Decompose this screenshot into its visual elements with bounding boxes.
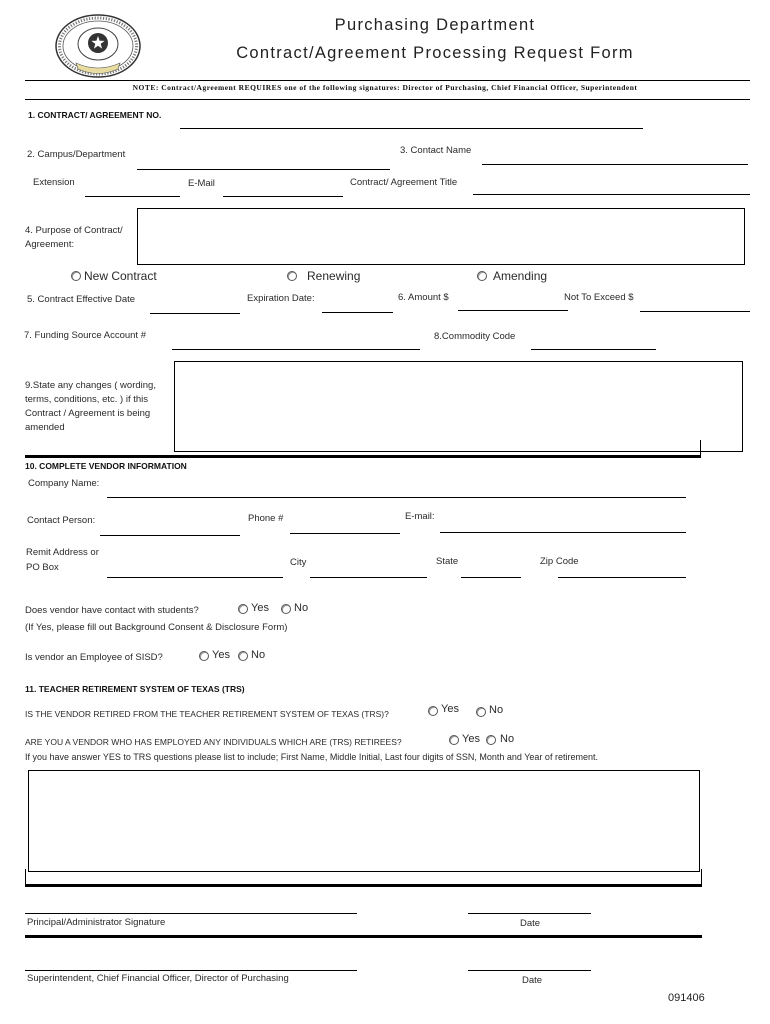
- vendor-email-field[interactable]: [440, 519, 686, 533]
- trs-employs-yes-label: Yes: [462, 733, 480, 745]
- principal-date-field[interactable]: [468, 900, 591, 914]
- purpose-label-line2: Agreement:: [25, 239, 75, 250]
- not-to-exceed-field[interactable]: [640, 298, 750, 312]
- sisd-employee-yes-radio[interactable]: [199, 651, 209, 661]
- student-contact-yes-radio[interactable]: [238, 604, 248, 614]
- superintendent-signature-label: Superintendent, Chief Financial Officer, Director of Purchasing: [27, 973, 289, 984]
- vendor-email-label: E-mail:: [405, 511, 435, 522]
- principal-signature-field[interactable]: [25, 900, 357, 914]
- contact-person-label: Contact Person:: [27, 515, 96, 526]
- page-title: Purchasing Department: [334, 16, 536, 34]
- trs-divider-tick-left: [25, 869, 26, 885]
- campus-department-field[interactable]: [137, 156, 390, 170]
- signature-requirement-note: NOTE: Contract/Agreement REQUIRES one of the following signatures: Director of Purchasing, Chief Financial Officer, Superintendent: [132, 83, 638, 92]
- renewing-radio[interactable]: [287, 271, 297, 281]
- form-code: 091406: [668, 992, 705, 1004]
- state-field[interactable]: [461, 564, 521, 578]
- student-contact-no-label: No: [294, 602, 309, 614]
- sisd-employee-yes-label: Yes: [212, 649, 230, 661]
- contract-number-field[interactable]: [180, 115, 643, 129]
- form-subtitle: Contract/Agreement Processing Request Form: [236, 44, 634, 62]
- email-field[interactable]: [223, 183, 343, 197]
- trs-retired-no-radio[interactable]: [476, 707, 486, 717]
- trs-retired-question: IS THE VENDOR RETIRED FROM THE TEACHER RETIREMENT SYSTEM OF TEXAS (TRS)?: [25, 709, 389, 719]
- agreement-title-field[interactable]: [473, 181, 750, 195]
- amount-field[interactable]: [458, 297, 568, 311]
- amount-label: 6. Amount $: [398, 292, 449, 303]
- section-divider-tick: [700, 440, 701, 456]
- trs-retirees-textarea[interactable]: [28, 770, 700, 872]
- phone-field[interactable]: [290, 520, 400, 534]
- trs-section-heading: 11. TEACHER RETIREMENT SYSTEM OF TEXAS (TRS): [25, 684, 245, 694]
- new-contract-label: New Contract: [84, 269, 157, 283]
- principal-date-label: Date: [520, 918, 541, 929]
- extension-label: Extension: [33, 177, 75, 188]
- section-divider-signatures: [25, 884, 702, 887]
- superintendent-date-label: Date: [522, 975, 543, 986]
- student-contact-no-radio[interactable]: [281, 604, 291, 614]
- student-contact-question: Does vendor have contact with students?: [25, 605, 199, 616]
- effective-date-label: 5. Contract Effective Date: [27, 294, 136, 305]
- commodity-code-label: 8.Commodity Code: [434, 331, 516, 342]
- district-seal-logo: [54, 13, 142, 79]
- agreement-title-label: Contract/ Agreement Title: [350, 177, 458, 188]
- contact-person-field[interactable]: [100, 522, 240, 536]
- email-label: E-Mail: [188, 178, 215, 189]
- changes-label-line2: terms, conditions, etc. ) if this: [25, 394, 149, 405]
- city-field[interactable]: [310, 564, 427, 578]
- sisd-employee-no-radio[interactable]: [238, 651, 248, 661]
- changes-label-line4: amended: [25, 422, 65, 433]
- trs-retired-yes-label: Yes: [441, 703, 459, 715]
- trs-employs-no-radio[interactable]: [486, 735, 496, 745]
- campus-department-label: 2. Campus/Department: [27, 149, 126, 160]
- trs-employs-no-label: No: [500, 733, 515, 745]
- sisd-employee-question: Is vendor an Employee of SISD?: [25, 652, 163, 663]
- contact-name-field[interactable]: [482, 151, 748, 165]
- amending-label: Amending: [493, 269, 548, 283]
- changes-label-line1: 9.State any changes ( wording,: [25, 380, 156, 391]
- phone-label: Phone #: [248, 513, 284, 524]
- signature-divider: [25, 935, 702, 938]
- funding-source-field[interactable]: [172, 336, 420, 350]
- trs-instructions: If you have answer YES to TRS questions please list to include; First Name, Middle Initial, Last four digits of SSN, Month and Year of retirement.: [25, 752, 598, 762]
- state-label: State: [436, 556, 459, 567]
- purpose-textarea[interactable]: [137, 208, 745, 265]
- remit-address-label-line1: Remit Address or: [26, 547, 99, 558]
- contact-name-label: 3. Contact Name: [400, 145, 472, 156]
- new-contract-radio[interactable]: [71, 271, 81, 281]
- header-rule-top: [25, 80, 750, 81]
- expiration-date-field[interactable]: [322, 299, 393, 313]
- superintendent-signature-field[interactable]: [25, 957, 357, 971]
- vendor-section-heading: 10. COMPLETE VENDOR INFORMATION: [25, 461, 187, 471]
- student-contact-yes-label: Yes: [251, 602, 269, 614]
- amending-radio[interactable]: [477, 271, 487, 281]
- trs-retired-no-label: No: [489, 704, 504, 716]
- not-to-exceed-label: Not To Exceed $: [564, 292, 634, 303]
- company-name-field[interactable]: [107, 484, 686, 498]
- trs-retirees-employed-question: ARE YOU A VENDOR WHO HAS EMPLOYED ANY INDIVIDUALS WHICH ARE (TRS) RETIREES?: [25, 737, 402, 747]
- section-divider-vendor: [25, 455, 701, 458]
- city-label: City: [290, 557, 307, 568]
- company-name-label: Company Name:: [28, 478, 100, 489]
- purpose-label-line1: 4. Purpose of Contract/: [25, 225, 123, 236]
- trs-employs-yes-radio[interactable]: [449, 735, 459, 745]
- background-consent-note: (If Yes, please fill out Background Consent & Disclosure Form): [25, 622, 288, 633]
- renewing-label: Renewing: [307, 269, 361, 283]
- trs-retired-yes-radio[interactable]: [428, 706, 438, 716]
- trs-divider-tick-right: [701, 869, 702, 885]
- zip-code-label: Zip Code: [540, 556, 579, 567]
- sisd-employee-no-label: No: [251, 649, 266, 661]
- superintendent-date-field[interactable]: [468, 957, 591, 971]
- header-rule-bottom: [25, 99, 750, 100]
- principal-signature-label: Principal/Administrator Signature: [27, 917, 166, 928]
- zip-code-field[interactable]: [558, 564, 686, 578]
- extension-field[interactable]: [85, 183, 180, 197]
- remit-address-field[interactable]: [107, 564, 283, 578]
- expiration-date-label: Expiration Date:: [247, 293, 315, 304]
- commodity-code-field[interactable]: [531, 336, 656, 350]
- effective-date-field[interactable]: [150, 300, 240, 314]
- remit-address-label-line2: PO Box: [26, 562, 59, 573]
- contract-number-label: 1. CONTRACT/ AGREEMENT NO.: [28, 110, 162, 120]
- changes-label-line3: Contract / Agreement is being: [25, 408, 151, 419]
- changes-textarea[interactable]: [174, 361, 743, 452]
- funding-source-label: 7. Funding Source Account #: [24, 330, 146, 341]
